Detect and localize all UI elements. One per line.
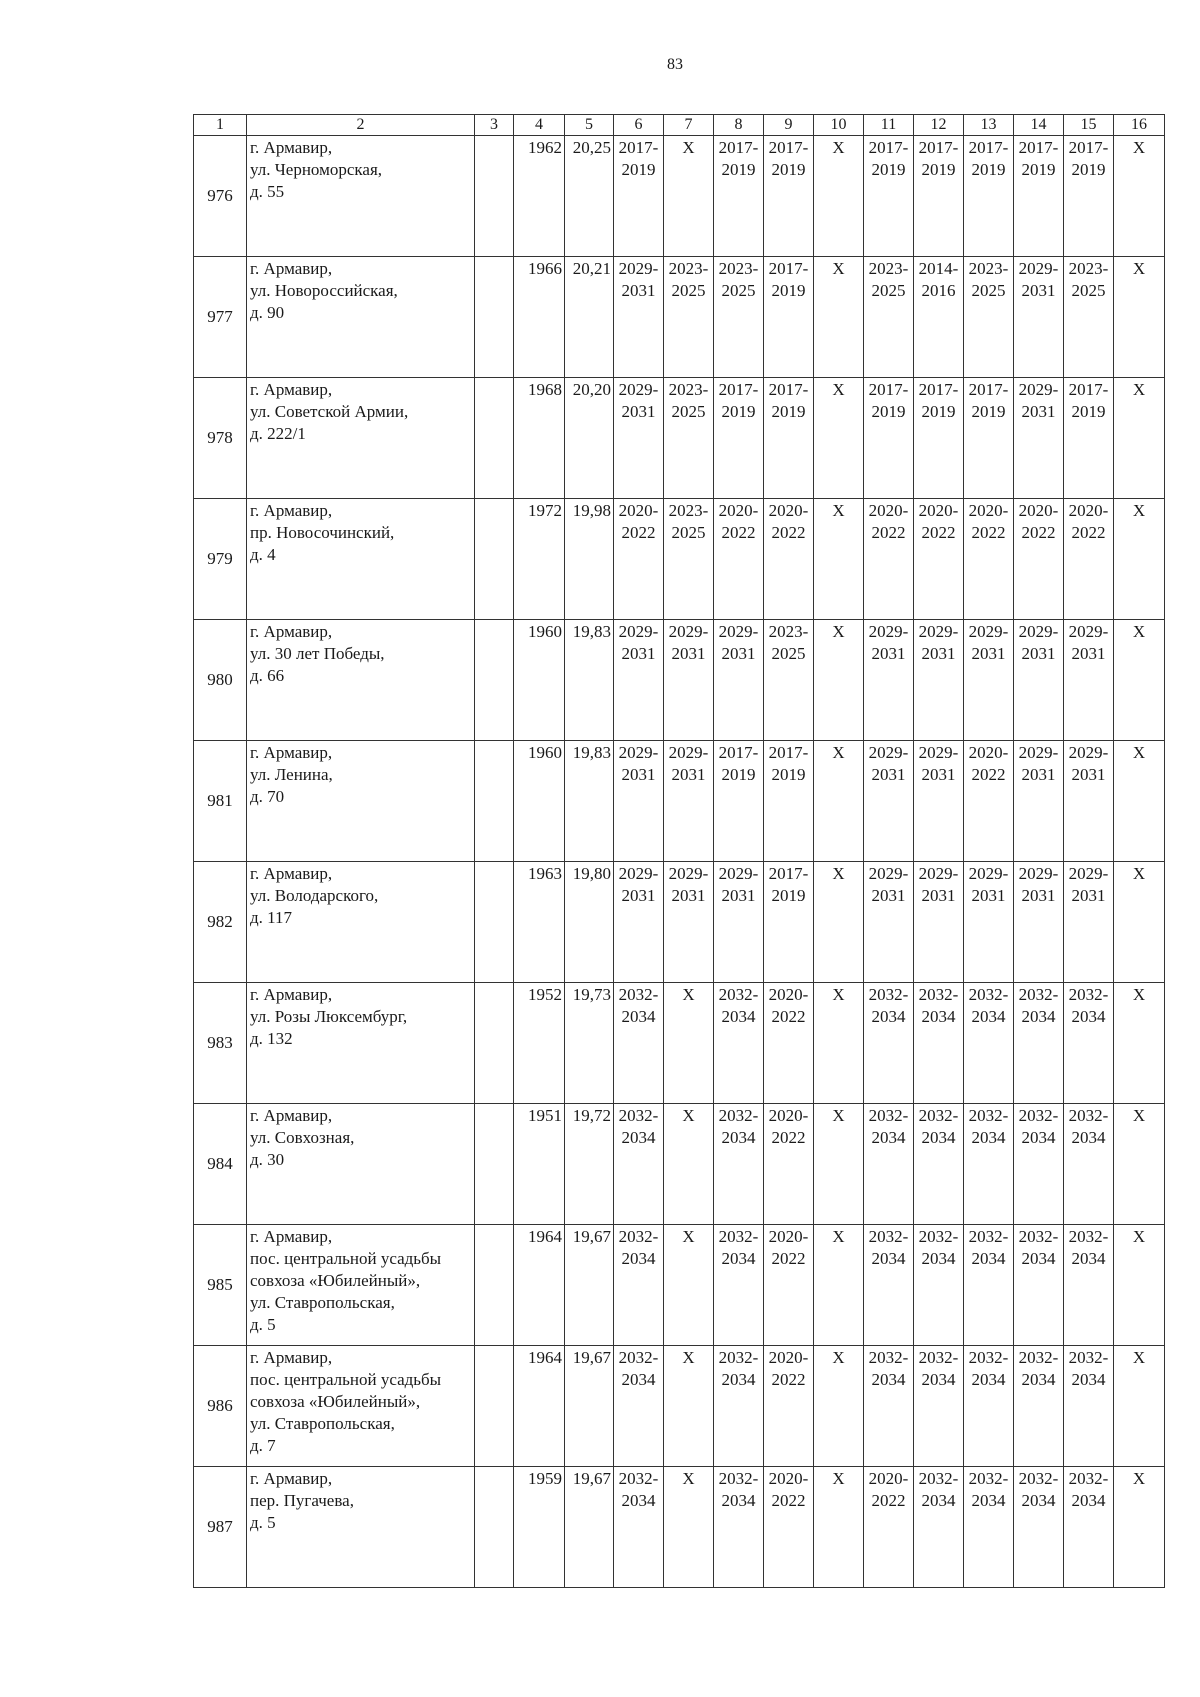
row-number-cell: 987: [194, 1467, 247, 1588]
period-cell-col-9: 2020- 2022: [764, 983, 814, 1104]
address-cell: [247, 1467, 475, 1588]
address-line: ул. Совхозная,: [250, 1128, 355, 1147]
period-cell-col-13: 2017- 2019: [964, 136, 1014, 257]
address-cell: [247, 378, 475, 499]
period-cell-col-10: X: [814, 257, 864, 378]
address-line: г. Армавир,: [250, 1469, 333, 1488]
row-number-cell: 984: [194, 1104, 247, 1225]
row-number-cell: 978: [194, 378, 247, 499]
address-cell: [247, 257, 475, 378]
period-cell-col-6: 2032- 2034: [614, 983, 664, 1104]
period-cell-col-13: 2020- 2022: [964, 499, 1014, 620]
address-line: г. Армавир,: [250, 743, 333, 762]
column-header-5: 5: [565, 115, 614, 136]
period-cell-col-13: 2023- 2025: [964, 257, 1014, 378]
year-cell: 1972: [514, 499, 565, 620]
table-row: [194, 741, 1165, 862]
year-cell: 1959: [514, 1467, 565, 1588]
address-line: пр. Новосочинский,: [250, 523, 395, 542]
column-3-cell: [475, 1225, 514, 1346]
column-3-cell: [475, 499, 514, 620]
period-cell-col-13: 2032- 2034: [964, 1225, 1014, 1346]
period-cell-col-6: 2032- 2034: [614, 1104, 664, 1225]
period-cell-col-13: 2029- 2031: [964, 620, 1014, 741]
period-cell-col-6: 2029- 2031: [614, 620, 664, 741]
period-cell-col-15: 2017- 2019: [1064, 378, 1114, 499]
column-header-12: 12: [914, 115, 964, 136]
period-cell-col-11: 2017- 2019: [864, 378, 914, 499]
row-number-cell: 979: [194, 499, 247, 620]
row-number-cell: 976: [194, 136, 247, 257]
address-cell: [247, 620, 475, 741]
value-cell: 20,20: [565, 378, 614, 499]
period-cell-col-11: 2020- 2022: [864, 1467, 914, 1588]
period-cell-col-8: 2032- 2034: [714, 1346, 764, 1467]
value-cell: 19,67: [565, 1346, 614, 1467]
period-cell-col-6: 2032- 2034: [614, 1467, 664, 1588]
address-line: ул. Ленина,: [250, 765, 333, 784]
value-cell: 19,83: [565, 620, 614, 741]
table-row: [194, 1225, 1165, 1346]
period-cell-col-10: X: [814, 499, 864, 620]
address-line: пос. центральной усадьбы: [250, 1249, 442, 1268]
period-cell-col-7: X: [664, 1104, 714, 1225]
period-cell-col-8: 2032- 2034: [714, 1467, 764, 1588]
address-cell: [247, 741, 475, 862]
period-cell-col-10: X: [814, 1104, 864, 1225]
address-line: д. 90: [250, 303, 285, 322]
column-header-1: 1: [194, 115, 247, 136]
address-line: д. 4: [250, 545, 276, 564]
table-row: [194, 136, 1165, 257]
period-cell-col-15: 2023- 2025: [1064, 257, 1114, 378]
period-cell-col-7: X: [664, 1225, 714, 1346]
period-cell-col-11: 2032- 2034: [864, 1346, 914, 1467]
year-cell: 1951: [514, 1104, 565, 1225]
address-line: г. Армавир,: [250, 1227, 333, 1246]
column-3-cell: [475, 862, 514, 983]
value-cell: 20,25: [565, 136, 614, 257]
column-header-9: 9: [764, 115, 814, 136]
address-line: ул. Розы Люксембург,: [250, 1007, 408, 1026]
address-line: д. 222/1: [250, 424, 306, 443]
period-cell-col-8: 2017- 2019: [714, 136, 764, 257]
table-row: [194, 257, 1165, 378]
address-cell: [247, 862, 475, 983]
row-number-cell: 985: [194, 1225, 247, 1346]
year-cell: 1960: [514, 620, 565, 741]
period-cell-col-11: 2029- 2031: [864, 741, 914, 862]
address-line: д. 70: [250, 787, 285, 806]
value-cell: 19,73: [565, 983, 614, 1104]
value-cell: 19,83: [565, 741, 614, 862]
period-cell-col-7: X: [664, 983, 714, 1104]
period-cell-col-7: 2023- 2025: [664, 378, 714, 499]
address-cell: [247, 1346, 475, 1467]
period-cell-col-16: X: [1114, 1225, 1165, 1346]
period-cell-col-12: 2032- 2034: [914, 1225, 964, 1346]
period-cell-col-15: 2020- 2022: [1064, 499, 1114, 620]
period-cell-col-10: X: [814, 1225, 864, 1346]
period-cell-col-12: 2032- 2034: [914, 1346, 964, 1467]
column-header-14: 14: [1014, 115, 1064, 136]
value-cell: 19,72: [565, 1104, 614, 1225]
period-cell-col-16: X: [1114, 378, 1165, 499]
period-cell-col-15: 2029- 2031: [1064, 862, 1114, 983]
period-cell-col-14: 2032- 2034: [1014, 1104, 1064, 1225]
period-cell-col-13: 2032- 2034: [964, 1346, 1014, 1467]
column-header-13: 13: [964, 115, 1014, 136]
address-line: пер. Пугачева,: [250, 1491, 354, 1510]
table-header: [194, 115, 1165, 136]
period-cell-col-9: 2020- 2022: [764, 1346, 814, 1467]
table-row: [194, 378, 1165, 499]
address-line: г. Армавир,: [250, 622, 333, 641]
period-cell-col-15: 2029- 2031: [1064, 741, 1114, 862]
address-line: г. Армавир,: [250, 259, 333, 278]
period-cell-col-10: X: [814, 862, 864, 983]
period-cell-col-9: 2017- 2019: [764, 136, 814, 257]
value-cell: 19,67: [565, 1225, 614, 1346]
period-cell-col-8: 2029- 2031: [714, 620, 764, 741]
address-line: д. 30: [250, 1150, 285, 1169]
table-row: [194, 983, 1165, 1104]
period-cell-col-16: X: [1114, 862, 1165, 983]
period-cell-col-9: 2017- 2019: [764, 862, 814, 983]
period-cell-col-13: 2029- 2031: [964, 862, 1014, 983]
period-cell-col-7: X: [664, 1346, 714, 1467]
period-cell-col-16: X: [1114, 1467, 1165, 1588]
address-line: г. Армавир,: [250, 138, 333, 157]
address-line: д. 66: [250, 666, 285, 685]
table-body: [194, 136, 1165, 1588]
period-cell-col-12: 2029- 2031: [914, 862, 964, 983]
address-line: ул. Новороссийская,: [250, 281, 398, 300]
period-cell-col-16: X: [1114, 499, 1165, 620]
period-cell-col-9: 2017- 2019: [764, 378, 814, 499]
address-line: г. Армавир,: [250, 1106, 333, 1125]
value-cell: 20,21: [565, 257, 614, 378]
address-line: г. Армавир,: [250, 864, 333, 883]
column-header-2: 2: [247, 115, 475, 136]
period-cell-col-15: 2032- 2034: [1064, 1225, 1114, 1346]
column-header-3: 3: [475, 115, 514, 136]
period-cell-col-12: 2017- 2019: [914, 136, 964, 257]
address-line: д. 132: [250, 1029, 293, 1048]
year-cell: 1964: [514, 1346, 565, 1467]
period-cell-col-14: 2032- 2034: [1014, 983, 1064, 1104]
period-cell-col-9: 2020- 2022: [764, 1225, 814, 1346]
address-line: ул. Ставропольская,: [250, 1293, 395, 1312]
period-cell-col-11: 2020- 2022: [864, 499, 914, 620]
period-cell-col-12: 2020- 2022: [914, 499, 964, 620]
period-cell-col-14: 2029- 2031: [1014, 378, 1064, 499]
period-cell-col-7: 2023- 2025: [664, 499, 714, 620]
period-cell-col-14: 2029- 2031: [1014, 862, 1064, 983]
period-cell-col-15: 2032- 2034: [1064, 1467, 1114, 1588]
period-cell-col-10: X: [814, 983, 864, 1104]
period-cell-col-9: 2020- 2022: [764, 1104, 814, 1225]
column-3-cell: [475, 741, 514, 862]
period-cell-col-8: 2023- 2025: [714, 257, 764, 378]
period-cell-col-12: 2032- 2034: [914, 1104, 964, 1225]
period-cell-col-15: 2032- 2034: [1064, 983, 1114, 1104]
period-cell-col-13: 2032- 2034: [964, 1104, 1014, 1225]
period-cell-col-14: 2032- 2034: [1014, 1225, 1064, 1346]
period-cell-col-9: 2020- 2022: [764, 499, 814, 620]
column-header-8: 8: [714, 115, 764, 136]
period-cell-col-6: 2029- 2031: [614, 257, 664, 378]
period-cell-col-11: 2032- 2034: [864, 1225, 914, 1346]
table-row: [194, 499, 1165, 620]
period-cell-col-9: 2023- 2025: [764, 620, 814, 741]
address-line: д. 5: [250, 1513, 276, 1532]
period-cell-col-7: 2029- 2031: [664, 862, 714, 983]
column-header-10: 10: [814, 115, 864, 136]
address-line: ул. Советской Армии,: [250, 402, 409, 421]
period-cell-col-6: 2029- 2031: [614, 741, 664, 862]
period-cell-col-16: X: [1114, 136, 1165, 257]
period-cell-col-10: X: [814, 620, 864, 741]
period-cell-col-7: 2029- 2031: [664, 741, 714, 862]
period-cell-col-8: 2017- 2019: [714, 741, 764, 862]
address-line: пос. центральной усадьбы: [250, 1370, 442, 1389]
year-cell: 1960: [514, 741, 565, 862]
period-cell-col-10: X: [814, 378, 864, 499]
period-cell-col-14: 2029- 2031: [1014, 257, 1064, 378]
period-cell-col-15: 2017- 2019: [1064, 136, 1114, 257]
period-cell-col-13: 2032- 2034: [964, 1467, 1014, 1588]
period-cell-col-14: 2029- 2031: [1014, 741, 1064, 862]
address-cell: [247, 983, 475, 1104]
value-cell: 19,98: [565, 499, 614, 620]
address-line: ул. 30 лет Победы,: [250, 644, 385, 663]
period-cell-col-11: 2032- 2034: [864, 983, 914, 1104]
period-cell-col-6: 2032- 2034: [614, 1346, 664, 1467]
table-row: [194, 620, 1165, 741]
period-cell-col-6: 2029- 2031: [614, 378, 664, 499]
row-number-cell: 980: [194, 620, 247, 741]
address-line: д. 7: [250, 1436, 276, 1455]
address-line: совхоза «Юбилейный»,: [250, 1271, 421, 1290]
period-cell-col-15: 2029- 2031: [1064, 620, 1114, 741]
column-header-16: 16: [1114, 115, 1165, 136]
period-cell-col-8: 2032- 2034: [714, 983, 764, 1104]
period-cell-col-6: 2032- 2034: [614, 1225, 664, 1346]
period-cell-col-6: 2020- 2022: [614, 499, 664, 620]
period-cell-col-16: X: [1114, 741, 1165, 862]
period-cell-col-16: X: [1114, 257, 1165, 378]
address-cell: [247, 499, 475, 620]
period-cell-col-11: 2029- 2031: [864, 620, 914, 741]
period-cell-col-6: 2029- 2031: [614, 862, 664, 983]
year-cell: 1952: [514, 983, 565, 1104]
period-cell-col-15: 2032- 2034: [1064, 1346, 1114, 1467]
year-cell: 1963: [514, 862, 565, 983]
address-cell: [247, 136, 475, 257]
column-header-7: 7: [664, 115, 714, 136]
column-3-cell: [475, 1467, 514, 1588]
period-cell-col-12: 2017- 2019: [914, 378, 964, 499]
period-cell-col-13: 2017- 2019: [964, 378, 1014, 499]
period-cell-col-14: 2029- 2031: [1014, 620, 1064, 741]
column-3-cell: [475, 136, 514, 257]
column-header-6: 6: [614, 115, 664, 136]
row-number-cell: 977: [194, 257, 247, 378]
period-cell-col-10: X: [814, 741, 864, 862]
year-cell: 1964: [514, 1225, 565, 1346]
period-cell-col-8: 2032- 2034: [714, 1104, 764, 1225]
address-line: г. Армавир,: [250, 985, 333, 1004]
address-line: г. Армавир,: [250, 1348, 333, 1367]
period-cell-col-11: 2029- 2031: [864, 862, 914, 983]
period-cell-col-14: 2032- 2034: [1014, 1467, 1064, 1588]
column-3-cell: [475, 1346, 514, 1467]
period-cell-col-9: 2017- 2019: [764, 257, 814, 378]
period-cell-col-9: 2020- 2022: [764, 1467, 814, 1588]
period-cell-col-8: 2017- 2019: [714, 378, 764, 499]
column-header-15: 15: [1064, 115, 1114, 136]
period-cell-col-8: 2032- 2034: [714, 1225, 764, 1346]
housing-register-table: [193, 114, 1165, 1588]
row-number-cell: 986: [194, 1346, 247, 1467]
period-cell-col-11: 2023- 2025: [864, 257, 914, 378]
period-cell-col-7: X: [664, 136, 714, 257]
period-cell-col-7: 2023- 2025: [664, 257, 714, 378]
table-row: [194, 1104, 1165, 1225]
period-cell-col-11: 2032- 2034: [864, 1104, 914, 1225]
column-3-cell: [475, 378, 514, 499]
table-row: [194, 1346, 1165, 1467]
period-cell-col-13: 2032- 2034: [964, 983, 1014, 1104]
address-line: ул. Володарского,: [250, 886, 379, 905]
column-header-11: 11: [864, 115, 914, 136]
address-line: д. 117: [250, 908, 293, 927]
value-cell: 19,80: [565, 862, 614, 983]
period-cell-col-6: 2017- 2019: [614, 136, 664, 257]
period-cell-col-8: 2029- 2031: [714, 862, 764, 983]
column-3-cell: [475, 983, 514, 1104]
address-line: г. Армавир,: [250, 380, 333, 399]
period-cell-col-13: 2020- 2022: [964, 741, 1014, 862]
period-cell-col-7: X: [664, 1467, 714, 1588]
period-cell-col-12: 2014- 2016: [914, 257, 964, 378]
table-row: [194, 1467, 1165, 1588]
address-line: д. 55: [250, 182, 285, 201]
address-line: ул. Черноморская,: [250, 160, 383, 179]
column-3-cell: [475, 620, 514, 741]
column-3-cell: [475, 257, 514, 378]
period-cell-col-15: 2032- 2034: [1064, 1104, 1114, 1225]
address-line: ул. Ставропольская,: [250, 1414, 395, 1433]
period-cell-col-12: 2032- 2034: [914, 1467, 964, 1588]
period-cell-col-16: X: [1114, 1346, 1165, 1467]
period-cell-col-11: 2017- 2019: [864, 136, 914, 257]
year-cell: 1962: [514, 136, 565, 257]
period-cell-col-14: 2017- 2019: [1014, 136, 1064, 257]
value-cell: 19,67: [565, 1467, 614, 1588]
year-cell: 1966: [514, 257, 565, 378]
column-number-row: [194, 115, 1165, 136]
table-row: [194, 862, 1165, 983]
period-cell-col-8: 2020- 2022: [714, 499, 764, 620]
period-cell-col-7: 2029- 2031: [664, 620, 714, 741]
row-number-cell: 982: [194, 862, 247, 983]
period-cell-col-9: 2017- 2019: [764, 741, 814, 862]
period-cell-col-12: 2029- 2031: [914, 620, 964, 741]
row-number-cell: 981: [194, 741, 247, 862]
period-cell-col-16: X: [1114, 983, 1165, 1104]
page-number: 83: [667, 56, 683, 73]
period-cell-col-12: 2029- 2031: [914, 741, 964, 862]
row-number-cell: 983: [194, 983, 247, 1104]
address-cell: [247, 1225, 475, 1346]
period-cell-col-10: X: [814, 1467, 864, 1588]
address-line: г. Армавир,: [250, 501, 333, 520]
period-cell-col-10: X: [814, 136, 864, 257]
column-3-cell: [475, 1104, 514, 1225]
year-cell: 1968: [514, 378, 565, 499]
address-line: совхоза «Юбилейный»,: [250, 1392, 421, 1411]
period-cell-col-14: 2032- 2034: [1014, 1346, 1064, 1467]
period-cell-col-16: X: [1114, 620, 1165, 741]
column-header-4: 4: [514, 115, 565, 136]
period-cell-col-12: 2032- 2034: [914, 983, 964, 1104]
address-line: д. 5: [250, 1315, 276, 1334]
address-cell: [247, 1104, 475, 1225]
period-cell-col-16: X: [1114, 1104, 1165, 1225]
period-cell-col-14: 2020- 2022: [1014, 499, 1064, 620]
period-cell-col-10: X: [814, 1346, 864, 1467]
